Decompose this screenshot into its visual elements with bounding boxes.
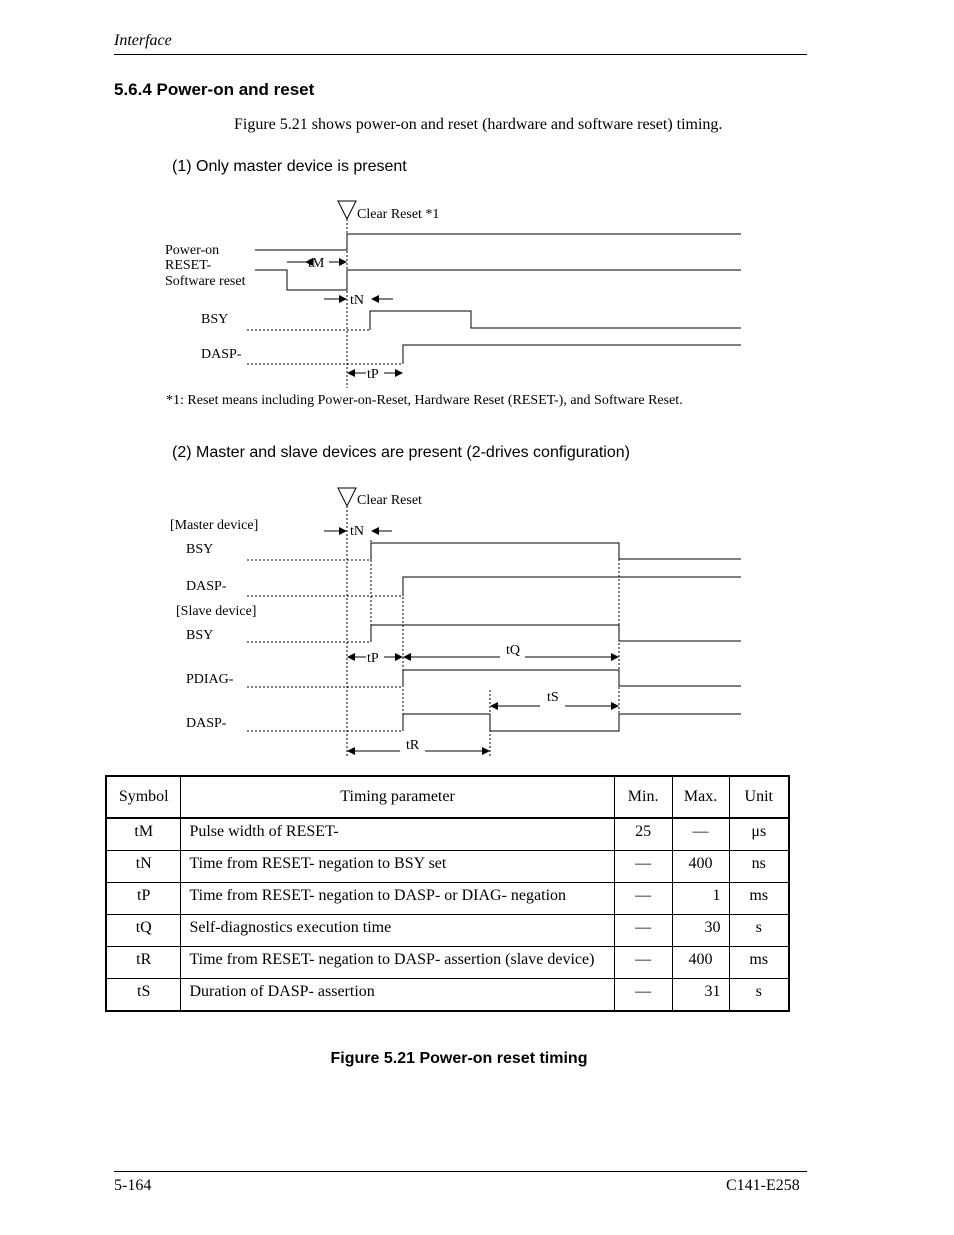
waveform-slave-dasp <box>403 714 741 731</box>
cell-min: — <box>614 915 672 947</box>
col-header-parameter: Timing parameter <box>181 776 614 818</box>
cell-max: 31 <box>672 979 729 1012</box>
table-row <box>106 979 789 1012</box>
cell-parameter: Pulse width of RESET- <box>181 818 614 851</box>
cell-max: 1 <box>672 883 729 915</box>
cell-unit: s <box>729 915 789 947</box>
document-code: C141-E258 <box>726 1177 800 1194</box>
master-dasp-label: DASP- <box>186 579 227 594</box>
tr-label: tR <box>406 738 420 753</box>
cell-parameter: Self-diagnostics execution time <box>181 915 614 947</box>
cell-parameter: Time from RESET- negation to BSY set <box>181 851 614 883</box>
cell-symbol: tS <box>106 979 181 1012</box>
cell-symbol: tR <box>106 947 181 979</box>
table-row <box>106 915 789 947</box>
cell-min: 25 <box>614 818 672 851</box>
waveform-reset <box>255 270 741 290</box>
label-software-reset: Software reset <box>165 274 246 289</box>
running-header: Interface <box>114 32 172 49</box>
diagram1-footnote: *1: Reset means including Power-on-Reset, Hardware Reset (RESET-), and Software Reset. <box>166 393 683 408</box>
page-number: 5-164 <box>114 1177 152 1194</box>
cell-max: 400 <box>672 851 729 883</box>
col-header-max: Max. <box>672 776 729 818</box>
cell-min: — <box>614 851 672 883</box>
slave-dasp-label: DASP- <box>186 716 227 731</box>
label-reset: RESET- <box>165 258 212 273</box>
cell-unit: s <box>729 979 789 1012</box>
diagram1 <box>165 201 741 388</box>
cell-symbol: tP <box>106 883 181 915</box>
cell-min: — <box>614 979 672 1012</box>
col-header-unit: Unit <box>729 776 789 818</box>
diagram1-subtitle: (1) Only master device is present <box>172 158 407 175</box>
clear-reset-label: Clear Reset <box>357 493 422 508</box>
ts-label: tS <box>547 690 559 705</box>
figure-caption: Figure 5.21 Power-on reset timing <box>330 1050 588 1067</box>
waveform-slave-bsy <box>371 625 741 642</box>
table-row <box>106 947 789 979</box>
tp-label: tP <box>367 367 379 382</box>
col-header-symbol: Symbol <box>106 776 181 818</box>
slave-device-label: [Slave device] <box>176 604 257 619</box>
cell-max: — <box>672 818 729 851</box>
slave-pdiag-label: PDIAG- <box>186 672 234 687</box>
table-header-row <box>106 776 789 818</box>
col-header-min: Min. <box>614 776 672 818</box>
cell-max: 400 <box>672 947 729 979</box>
waveform-dasp <box>403 345 741 364</box>
cell-parameter: Duration of DASP- assertion <box>181 979 614 1012</box>
clear-reset-marker-icon <box>338 201 356 219</box>
tq-label: tQ <box>506 643 520 658</box>
timing-parameter-table <box>105 775 790 1012</box>
label-power-on: Power-on <box>165 243 220 258</box>
master-bsy-label: BSY <box>186 542 214 557</box>
section-title: 5.6.4 Power-on and reset <box>114 80 315 99</box>
cell-symbol: tQ <box>106 915 181 947</box>
label-bsy: BSY <box>201 312 229 327</box>
clear-reset-marker-icon <box>338 488 356 506</box>
cell-unit: ns <box>729 851 789 883</box>
cell-unit: μs <box>729 818 789 851</box>
diagram2-subtitle: (2) Master and slave devices are present (2-drives configuration) <box>172 444 630 461</box>
table-row <box>106 883 789 915</box>
footer-rule <box>114 1171 807 1172</box>
cell-symbol: tM <box>106 818 181 851</box>
intro-paragraph: Figure 5.21 shows power-on and reset (hardware and software reset) timing. <box>234 116 723 133</box>
cell-unit: ms <box>729 883 789 915</box>
cell-unit: ms <box>729 947 789 979</box>
waveform-power-on <box>255 234 741 250</box>
diagram2 <box>170 488 741 758</box>
cell-min: — <box>614 883 672 915</box>
cell-parameter: Time from RESET- negation to DASP- assertion (slave device) <box>181 947 614 979</box>
waveform-slave-pdiag <box>403 670 741 687</box>
tn-label: tN <box>350 524 364 539</box>
label-dasp: DASP- <box>201 347 242 362</box>
cell-parameter: Time from RESET- negation to DASP- or DIAG- negation <box>181 883 614 915</box>
table-row <box>106 851 789 883</box>
waveform-master-bsy <box>371 543 741 560</box>
tp-label: tP <box>367 651 379 666</box>
cell-symbol: tN <box>106 851 181 883</box>
waveform-bsy <box>370 311 741 330</box>
waveform-master-dasp <box>403 577 741 596</box>
clear-reset-label: Clear Reset *1 <box>357 207 440 222</box>
slave-bsy-label: BSY <box>186 628 214 643</box>
cell-max: 30 <box>672 915 729 947</box>
cell-min: — <box>614 947 672 979</box>
master-device-label: [Master device] <box>170 518 259 533</box>
tm-label: tM <box>308 256 325 271</box>
tn-label: tN <box>350 293 364 308</box>
table-row <box>106 818 789 851</box>
